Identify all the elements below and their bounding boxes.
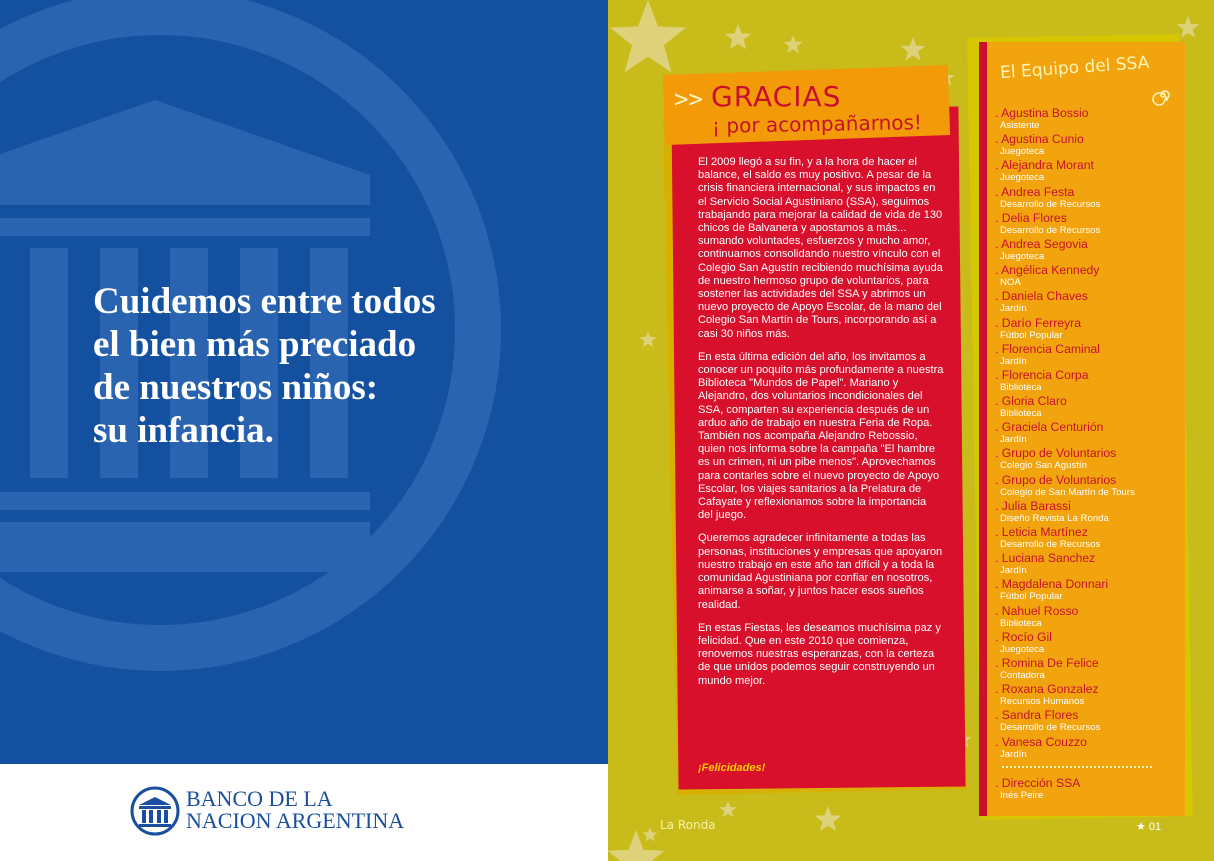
member-role: Juegoteca xyxy=(1000,172,1045,184)
member-name: . Nahuel Rosso xyxy=(995,603,1079,618)
member-name: . Florencia Corpa xyxy=(995,367,1089,382)
team-member xyxy=(995,316,1180,342)
member-role: Jardín xyxy=(1000,748,1027,760)
arrows-icon: >> xyxy=(674,85,703,113)
team-member xyxy=(995,499,1180,525)
member-role: Desarrollo de Recursos xyxy=(1000,722,1101,734)
member-name: . Luciana Sanchez xyxy=(995,551,1096,566)
member-role: NOA xyxy=(1000,277,1021,289)
member-name: . Grupo de Voluntarios xyxy=(995,446,1117,461)
gracias-subtitle: ¡ por acompañarnos! xyxy=(711,110,923,138)
bank-name xyxy=(186,788,404,832)
member-name: . Rocío Gil xyxy=(995,629,1052,644)
member-role: Asistente xyxy=(1000,120,1040,131)
star-icon xyxy=(639,331,656,347)
member-name: . Leticia Martínez xyxy=(995,525,1088,539)
member-role: Desarrollo de Recursos xyxy=(1000,224,1101,236)
member-name: . Romina De Felice xyxy=(995,655,1099,670)
team-member xyxy=(995,289,1180,315)
team-member xyxy=(995,656,1180,682)
closing-text: ¡Felicidades! xyxy=(698,762,766,774)
team-member xyxy=(995,551,1180,577)
headline-line: de nuestros niños: xyxy=(93,367,379,408)
member-role: Recursos Humanos xyxy=(1000,696,1085,708)
star-icon xyxy=(815,806,842,831)
team-member xyxy=(995,237,1180,263)
member-name: . Roxana Gonzalez xyxy=(995,682,1099,697)
member-role: Jardín xyxy=(1000,565,1027,577)
member-name: . Gloria Claro xyxy=(995,394,1067,409)
member-role: Diseño Revista La Ronda xyxy=(1000,512,1109,524)
bank-name-line: NACION ARGENTINA xyxy=(186,808,405,833)
star-icon xyxy=(901,37,926,61)
bank-name-line: BANCO DE LA xyxy=(186,786,333,811)
member-role: Juegoteca xyxy=(1000,250,1045,262)
member-name: . Graciela Centurión xyxy=(995,420,1104,435)
team-title: El Equipo del SSA xyxy=(999,52,1150,84)
team-member xyxy=(995,473,1180,499)
team-member xyxy=(995,630,1180,656)
headline-line: Cuidemos entre todos xyxy=(93,281,436,322)
team-member xyxy=(995,185,1180,211)
member-role: Colegio de San Martín de Tours xyxy=(1000,486,1135,498)
member-name: . Agustina Cunio xyxy=(995,132,1084,147)
member-role: Colegio San Agustín xyxy=(1000,460,1087,472)
star-icon xyxy=(719,801,736,817)
headline-line: el bien más preciado xyxy=(93,324,417,365)
headline-line: su infancia. xyxy=(93,410,274,451)
bank-logo-icon xyxy=(130,786,180,836)
member-role: Jardín xyxy=(1000,303,1027,315)
member-name: . Florencia Caminal xyxy=(995,341,1100,356)
member-name: . Andrea Segovia xyxy=(995,236,1088,251)
member-name: . Dirección SSA xyxy=(995,776,1081,790)
paragraph: Queremos agradecer infinitamente a todas las personas, instituciones y empresas que apoyaron nuestro trabajo en este año tan difícil y a toda la comunidad Agustiniana por confiar en nosotros, animarse a soñar, y juntos hacer esos sueños realidad. xyxy=(698,532,943,611)
right-page xyxy=(608,0,1214,861)
team-panel-edge xyxy=(979,42,987,816)
member-name: . Agustina Bossio xyxy=(995,106,1089,120)
star-icon xyxy=(1177,16,1200,38)
member-role: Fútbol Popular xyxy=(1000,591,1063,603)
member-role: Jardín xyxy=(1000,355,1027,367)
team-member xyxy=(995,577,1180,603)
member-name: . Sandra Flores xyxy=(995,708,1079,723)
team-member xyxy=(995,342,1180,368)
team-member xyxy=(995,708,1180,734)
member-name: . Andrea Festa xyxy=(995,184,1075,199)
member-name: . Delia Flores xyxy=(995,210,1067,225)
footer-brand: La Ronda xyxy=(660,818,716,832)
team-member xyxy=(995,525,1180,551)
star-icon xyxy=(784,35,803,53)
paragraph: En estas Fiestas, les deseamos muchísima paz y felicidad. Que en este 2010 que comienza, renovemos nuestras esperanzas, con la certeza de que unidos podemos seguir construyendo un mundo mejor. xyxy=(698,621,941,687)
team-member xyxy=(995,368,1180,394)
member-name: . Alejandra Morant xyxy=(995,158,1094,173)
member-role: Juegoteca xyxy=(1000,643,1045,655)
team-member xyxy=(995,446,1180,472)
member-name: . Julia Barassi xyxy=(995,498,1071,513)
member-role: Juegoteca xyxy=(1000,146,1045,158)
member-role: Contadora xyxy=(1000,669,1045,681)
paragraph: El 2009 llegó a su fin, y a la hora de hacer el balance, el saldo es muy positivo. A pesar de la crisis financiera internacional, y sus impactos en el Servicio Social Agustiniano (SSA), seguimos trabajando para mejorar la calidad de vida de 130 chicos de Balvanera y apostamos a más... sumando voluntades, esfuerzos y mucho amor, continuamos consolidando nuestro vínculo con el Colegio San Agustín recibiendo muchísima ayuda de nuestro hermoso grupo de voluntarios, para sostener las actividades del SSA y abrimos un nuevo proyecto de Apoyo Escolar, de la mano del Colegio San Martín de Tours, incorporando así a casi 30 niños más. xyxy=(698,156,943,340)
member-name: . Darío Ferreyra xyxy=(995,315,1082,330)
team-list xyxy=(995,106,1180,761)
member-role: Biblioteca xyxy=(1000,617,1042,629)
team-member xyxy=(995,420,1180,446)
team-member xyxy=(995,682,1180,708)
star-icon xyxy=(610,0,686,72)
member-role: Biblioteca xyxy=(1000,408,1042,420)
member-name: . Angélica Kennedy xyxy=(995,263,1100,278)
member-name: . Magdalena Donnari xyxy=(995,577,1109,592)
divider xyxy=(1002,766,1152,768)
member-role: Desarrollo de Recursos xyxy=(1000,198,1101,210)
member-role: Desarrollo de Recursos xyxy=(1000,539,1101,550)
member-role: Fútbol Popular xyxy=(1000,329,1063,341)
member-role: Inés Peire xyxy=(1000,790,1044,801)
gracias-title: GRACIAS xyxy=(711,80,842,113)
paragraph: En esta última edición del año, los invitamos a conocer un poquito más profundamente a nuestra Biblioteca "Mundos de Papel". Mariano y Alejandro, dos voluntarios incondicionales del SSA, comparten su experiencia después de un arduo año de trabajo en nuestra Feria de Ropa. También nos acompaña Alejandro Rebossio, quien nos informa sobre la campaña "El hambre es un crimen, ni un pibe menos". Aprovechamos para contarles sobre el nuevo proyecto de Apoyo Escolar, los viajes sanitarios a la Prelatura de Cafayate y reflexionamos sobre la importancia del juego. xyxy=(698,350,944,522)
team-member xyxy=(995,735,1180,761)
headline xyxy=(93,280,513,452)
team-member xyxy=(995,106,1180,132)
member-name: . Daniela Chaves xyxy=(995,289,1088,304)
team-member xyxy=(995,132,1180,158)
member-role: Biblioteca xyxy=(1000,381,1042,393)
team-member xyxy=(995,211,1180,237)
swirl-icon xyxy=(1150,82,1176,108)
member-role: Jardín xyxy=(1000,434,1027,446)
team-member xyxy=(995,158,1180,184)
star-icon xyxy=(725,24,752,49)
page-number: ★ 01 xyxy=(1136,821,1162,833)
editorial-text xyxy=(698,156,944,698)
star-icon xyxy=(608,830,665,861)
member-name: . Grupo de Voluntarios xyxy=(995,472,1117,487)
member-name: . Vanesa Couzzo xyxy=(995,734,1087,749)
team-member-direction xyxy=(995,776,1080,802)
team-member xyxy=(995,263,1180,289)
star-icon xyxy=(642,827,657,842)
team-member xyxy=(995,394,1180,420)
team-member xyxy=(995,604,1180,630)
